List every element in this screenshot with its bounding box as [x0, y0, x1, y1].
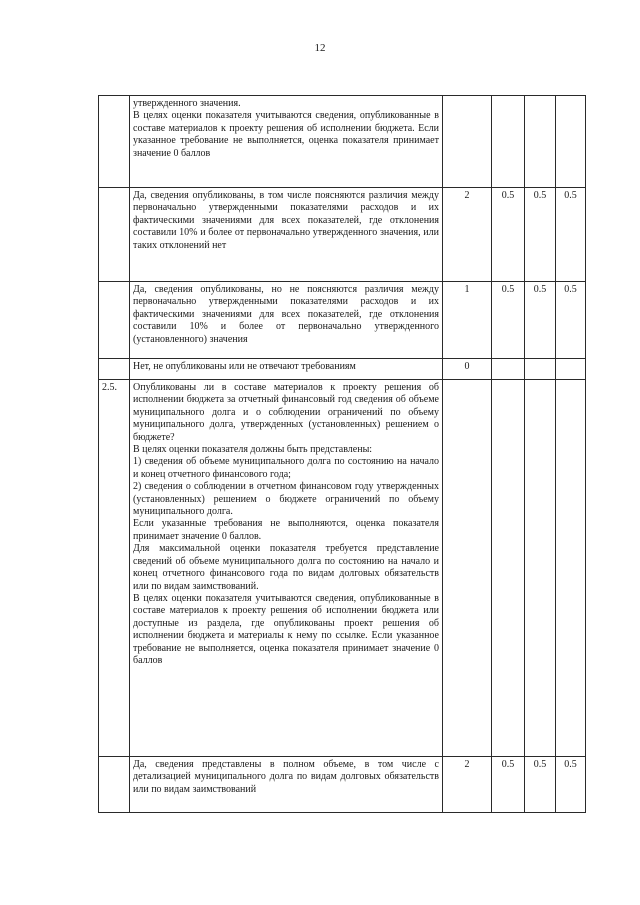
criterion-text-cell [130, 188, 443, 282]
row-number-cell [99, 282, 130, 359]
score-cell [525, 380, 556, 757]
score-cell: 2 [443, 188, 492, 282]
table-row [99, 96, 586, 188]
table-row [99, 282, 586, 359]
score-cell: 0.5 [556, 188, 586, 282]
score-cell: 0.5 [492, 757, 525, 813]
score-cell [556, 359, 586, 380]
criterion-text-cell [130, 380, 443, 757]
criterion-paragraph: Да, сведения опубликованы, но не поясняются различия между первоначально утвержденными показателями расходов и их фактическими значениями для всех показателей, где отклонения составили 10% и более от первоначально утвержденного (установленного) значения [133, 284, 439, 345]
score-cell [492, 359, 525, 380]
score-cell: 1 [443, 282, 492, 359]
score-cell [556, 380, 586, 757]
criterion-paragraph: Для максимальной оценки показателя требуется представление сведений об объеме муниципального долга по состоянию на начало и конец отчетного финансового года по видам долговых обязательств или по видам заимствований. [133, 543, 439, 592]
score-cell [556, 96, 586, 188]
score-cell [525, 359, 556, 380]
table-row [99, 380, 586, 757]
score-cell: 0.5 [525, 188, 556, 282]
score-cell: 0.5 [525, 282, 556, 359]
score-cell: 0.5 [492, 188, 525, 282]
score-cell [492, 380, 525, 757]
criterion-paragraph: Да, сведения опубликованы, в том числе поясняются различия между первоначально утвержденными показателями расходов и их фактическими значениями для всех показателей, где отклонения составили 10% и более от первоначально утвержденного значения, или таких отклонений нет [133, 190, 439, 251]
criterion-paragraph: Если указанные требования не выполняются, оценка показателя принимает значение 0 баллов. [133, 518, 439, 542]
criterion-text-cell [130, 96, 443, 188]
score-cell: 0 [443, 359, 492, 380]
score-cell [443, 96, 492, 188]
criterion-paragraph: Опубликованы ли в составе материалов к проекту решения об исполнении бюджета за отчетный финансовый год сведения об объеме муниципального долга и о соблюдении ограничений по объему муниципального долга, утвержденных (установленных) решением о бюджете? [133, 382, 439, 443]
score-cell: 0.5 [556, 282, 586, 359]
criterion-text-cell [130, 757, 443, 813]
row-number-cell [99, 188, 130, 282]
criterion-paragraph: 2) сведения о соблюдении в отчетном финансовом году утвержденных (установленных) решением о бюджете ограничений по объему муниципального долга. [133, 481, 439, 518]
score-cell [443, 380, 492, 757]
criterion-paragraph: В целях оценки показателя должны быть представлены: [133, 444, 373, 456]
criterion-paragraph: утвержденного значения. [133, 98, 241, 109]
row-number-cell [99, 757, 130, 813]
page-number: 12 [314, 42, 326, 54]
criterion-paragraph: В целях оценки показателя учитываются сведения, опубликованные в составе материалов к проекту решения об исполнении бюджета или доступные из раздела, где опубликованы проект решения об исполнении бюджета и материалы к нему по ссылке. Если указанное требование не выполняется, оценка показателя принимает значение 0 баллов [133, 592, 439, 666]
criterion-paragraph: В целях оценки показателя учитываются сведения, опубликованные в составе материалов к проекту решения об исполнении бюджета. Если указанное требование не выполняется, оценка показателя принимает значение 0 баллов [133, 110, 439, 159]
score-cell: 2 [443, 757, 492, 813]
table-row [99, 359, 586, 380]
row-number-cell [99, 359, 130, 380]
criterion-paragraph: Нет, не опубликованы или не отвечают требованиям [133, 361, 356, 372]
criteria-table [98, 95, 586, 813]
table-row [99, 757, 586, 813]
score-cell [492, 96, 525, 188]
criterion-text-cell [130, 359, 443, 380]
score-cell: 0.5 [525, 757, 556, 813]
score-cell [525, 96, 556, 188]
score-cell: 0.5 [492, 282, 525, 359]
row-number-cell [99, 96, 130, 188]
criterion-paragraph: Да, сведения представлены в полном объеме, в том числе с детализацией муниципального долга по видам долговых обязательств или по видам заимствований [133, 759, 439, 795]
score-cell: 0.5 [556, 757, 586, 813]
row-number-cell: 2.5. [99, 380, 130, 757]
criterion-text-cell [130, 282, 443, 359]
table-row [99, 188, 586, 282]
criterion-paragraph: 1) сведения об объеме муниципального долга по состоянию на начало и конец отчетного финансового года; [133, 456, 439, 480]
